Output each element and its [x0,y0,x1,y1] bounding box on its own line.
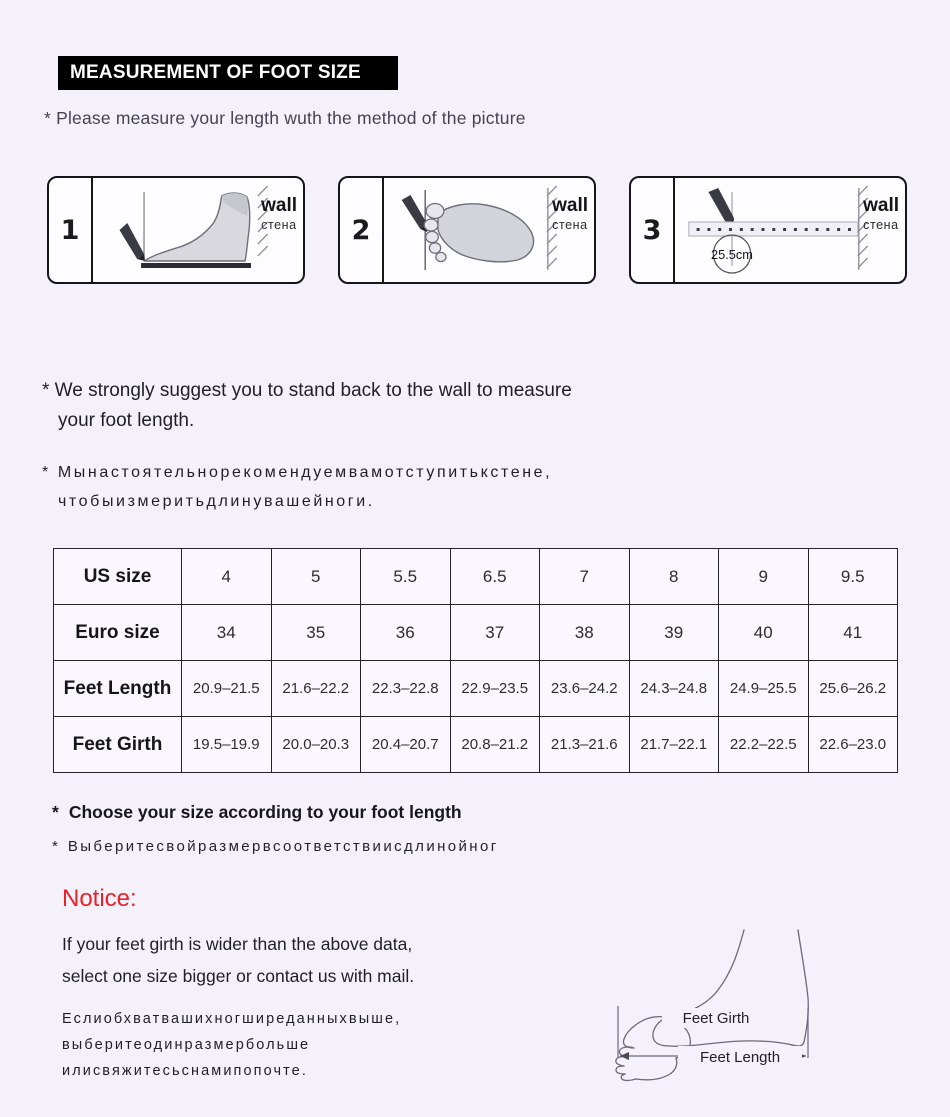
advice-en-line2: your foot length. [58,410,195,431]
advice-ru-line1: * Мынастоятельнорекомендуемвамотступитькстене, [42,464,553,481]
page-title: MEASUREMENT OF FOOT SIZE [70,62,361,83]
cell-girth-4: 21.3–21.6 [540,717,630,773]
measurement-steps [47,176,907,286]
cell-euro-2: 36 [361,605,451,661]
advice-english [42,376,742,436]
bullet-star: * [52,802,59,822]
step-number-3: 3 [631,178,675,282]
row-label-us-size: US size [54,549,182,605]
cell-length-4: 23.6–24.2 [540,661,630,717]
cell-us-3: 6.5 [450,549,540,605]
wall-label-1 [261,196,297,232]
wall-label-ru: стена [863,217,899,232]
row-label-feet-length: Feet Length [54,661,182,717]
cell-us-2: 5.5 [361,549,451,605]
step-illustration-3 [675,178,905,282]
feet-length-label: Feet Length [699,1049,781,1066]
notice-en-line1: If your feet girth is wider than the above data, [62,934,413,954]
step-panel-1 [47,176,305,284]
step-illustration-1 [93,178,303,282]
cell-girth-5: 21.7–22.1 [629,717,719,773]
cell-us-0: 4 [182,549,272,605]
step-panel-3 [629,176,907,284]
bullet-star: * [52,838,58,855]
wall-label-en: wall [552,195,588,216]
notice-english [62,928,532,992]
length-arrow-left-icon [620,1052,629,1060]
advice-russian [42,458,862,516]
notice-heading: Notice: [62,885,137,912]
cell-girth-0: 19.5–19.9 [182,717,272,773]
pencil-shape [119,223,145,261]
row-label-euro-size: Euro size [54,605,182,661]
table-row [54,717,898,773]
wall-label-2 [552,196,588,232]
row-label-feet-girth: Feet Girth [54,717,182,773]
measurement-value: 25.5cm [711,246,753,263]
wall-label-ru: стена [552,217,588,232]
cell-girth-6: 22.2–22.5 [719,717,809,773]
cell-length-5: 24.3–24.8 [629,661,719,717]
cell-euro-3: 37 [450,605,540,661]
foot-outline-icon [566,916,946,1091]
advice-en-line1: * We strongly suggest you to stand back to the wall to measure [42,380,572,401]
wall-label-en: wall [863,195,899,216]
cell-girth-1: 20.0–20.3 [271,717,361,773]
cell-length-2: 22.3–22.8 [361,661,451,717]
cell-euro-5: 39 [629,605,719,661]
choose-size-english [52,802,462,823]
step-panel-2 [338,176,596,284]
foot-measurement-diagram [566,916,946,1091]
cell-girth-3: 20.8–21.2 [450,717,540,773]
pencil-shape [708,188,734,227]
notice-en-line2: select one size bigger or contact us with mail. [62,966,415,986]
cell-euro-1: 35 [271,605,361,661]
cell-us-4: 7 [540,549,630,605]
cell-length-3: 22.9–23.5 [450,661,540,717]
cell-us-6: 9 [719,549,809,605]
cell-girth-2: 20.4–20.7 [361,717,451,773]
choose-size-en-text: Choose your size according to your foot length [68,802,462,822]
page-title-banner [58,56,398,90]
table-row [54,605,898,661]
notice-ru-line2: выберитеодинразмербольше [62,1037,311,1053]
cell-euro-6: 40 [719,605,809,661]
step-illustration-2 [384,178,594,282]
choose-size-ru-text: Выберитесвойразмервсоответствиисдлинойног [67,838,499,855]
pencil-shape [402,195,428,232]
wall-label-ru: стена [261,217,297,232]
wall-label-3 [863,196,899,232]
cell-length-7: 25.6–26.2 [808,661,898,717]
notice-russian [62,1006,532,1084]
notice-ru-line3: илисвяжитесьснамипопочте. [62,1063,308,1079]
choose-size-russian [52,838,499,855]
step-number-1: 1 [49,178,93,282]
cell-length-1: 21.6–22.2 [271,661,361,717]
cell-length-0: 20.9–21.5 [182,661,272,717]
table-row [54,549,898,605]
notice-ru-line1: Еслиобхватвашихногширеданныхвыше, [62,1011,402,1027]
wall-label-en: wall [261,195,297,216]
table-row [54,661,898,717]
step-number-2: 2 [340,178,384,282]
cell-girth-7: 22.6–23.0 [808,717,898,773]
intro-instruction: * Please measure your length wuth the method of the picture [44,108,526,128]
cell-euro-4: 38 [540,605,630,661]
cell-euro-0: 34 [182,605,272,661]
cell-euro-7: 41 [808,605,898,661]
cell-length-6: 24.9–25.5 [719,661,809,717]
feet-girth-label: Feet Girth [682,1010,750,1027]
cell-us-7: 9.5 [808,549,898,605]
cell-us-1: 5 [271,549,361,605]
advice-ru-line2: чтобыизмеритьдлинувашейноги. [58,493,375,510]
size-chart-table [53,548,898,773]
cell-us-5: 8 [629,549,719,605]
